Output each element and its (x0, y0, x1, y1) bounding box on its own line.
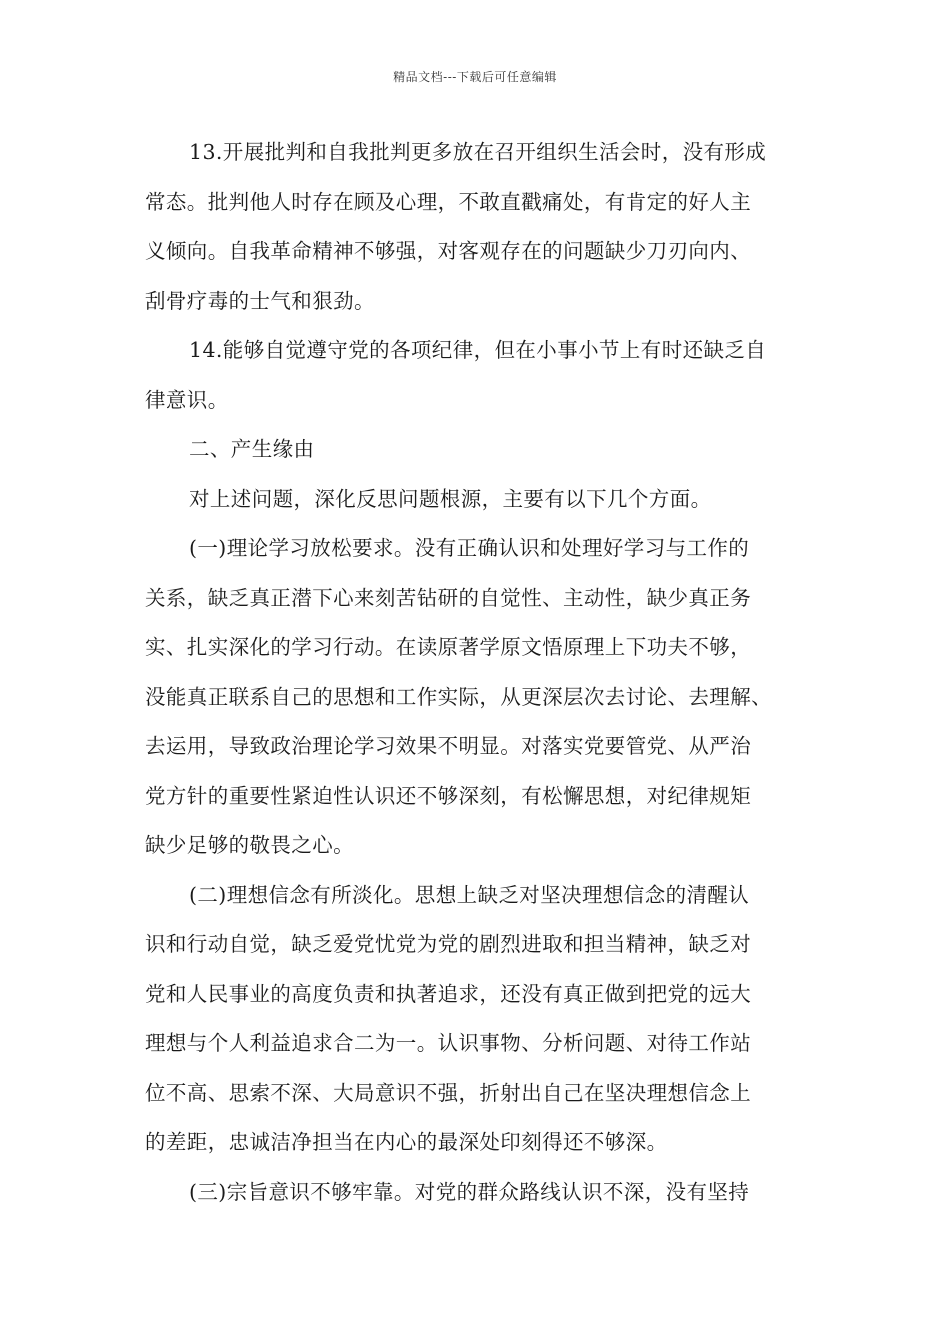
text-line: 对上述问题，深化反思问题根源，主要有以下几个方面。 (189, 486, 712, 511)
text-line: 党方针的重要性紧迫性认识还不够深刻，有松懈思想，对纪律规矩 (145, 783, 752, 808)
text-line: 党和人民事业的高度负责和执著追求，还没有真正做到把党的远大 (145, 981, 752, 1006)
text-line: 关系，缺乏真正潜下心来刻苦钻研的自觉性、主动性，缺少真正务 (145, 585, 752, 610)
text-line: 识和行动自觉，缺乏爱党忧党为党的剧烈进取和担当精神，缺乏对 (145, 932, 752, 956)
text-line: 13.开展批判和自我批判更多放在召开组织生活会时，没有形成 (189, 140, 767, 164)
text-line: (二)理想信念有所淡化。思想上缺乏对坚决理想信念的清醒认 (189, 882, 750, 907)
paragraph-purpose (145, 1168, 825, 1218)
section-heading (145, 425, 825, 475)
paragraph-ideals-beliefs (145, 871, 825, 1168)
paragraph-14 (145, 326, 825, 425)
text-line: (三)宗旨意识不够牢靠。对党的群众路线认识不深，没有坚持 (189, 1179, 750, 1204)
text-line: 常态。批判他人时存在顾及心理，不敢直戳痛处，有肯定的好人主 (145, 189, 752, 214)
document-body (145, 128, 825, 1217)
text-line: (一)理论学习放松要求。没有正确认识和处理好学习与工作的 (189, 536, 750, 560)
text-line: 去运用，导致政治理论学习效果不明显。对落实党要管党、从严治 (145, 734, 752, 758)
text-line: 刮骨疗毒的士气和狠劲。 (145, 288, 375, 313)
page-header: 精品文档---下载后可任意编辑 (393, 70, 557, 84)
paragraph-13 (145, 128, 825, 326)
paragraph-theory-study (145, 524, 825, 871)
intro-paragraph (145, 475, 825, 525)
text-line: 义倾向。自我革命精神不够强，对客观存在的问题缺少刀刃向内、 (145, 239, 752, 263)
text-line: 缺少足够的敬畏之心。 (145, 833, 354, 857)
text-line: 没能真正联系自己的思想和工作实际，从更深层次去讨论、去理解、 (145, 684, 772, 709)
text-line: 位不高、思索不深、大局意识不强，折射出自己在坚决理想信念上 (145, 1080, 752, 1105)
text-line: 的差距，忠诚洁净担当在内心的最深处印刻得还不够深。 (145, 1130, 668, 1154)
text-line: 理想与个人利益追求合二为一。认识事物、分析问题、对待工作站 (145, 1031, 752, 1055)
text-line: 14.能够自觉遵守党的各项纪律，但在小事小节上有时还缺乏自 (189, 338, 767, 362)
heading-text: 二、产生缘由 (189, 437, 315, 461)
text-line: 律意识。 (145, 387, 229, 412)
text-line: 实、扎实深化的学习行动。在读原著学原文悟原理上下功夫不够， (145, 635, 752, 659)
